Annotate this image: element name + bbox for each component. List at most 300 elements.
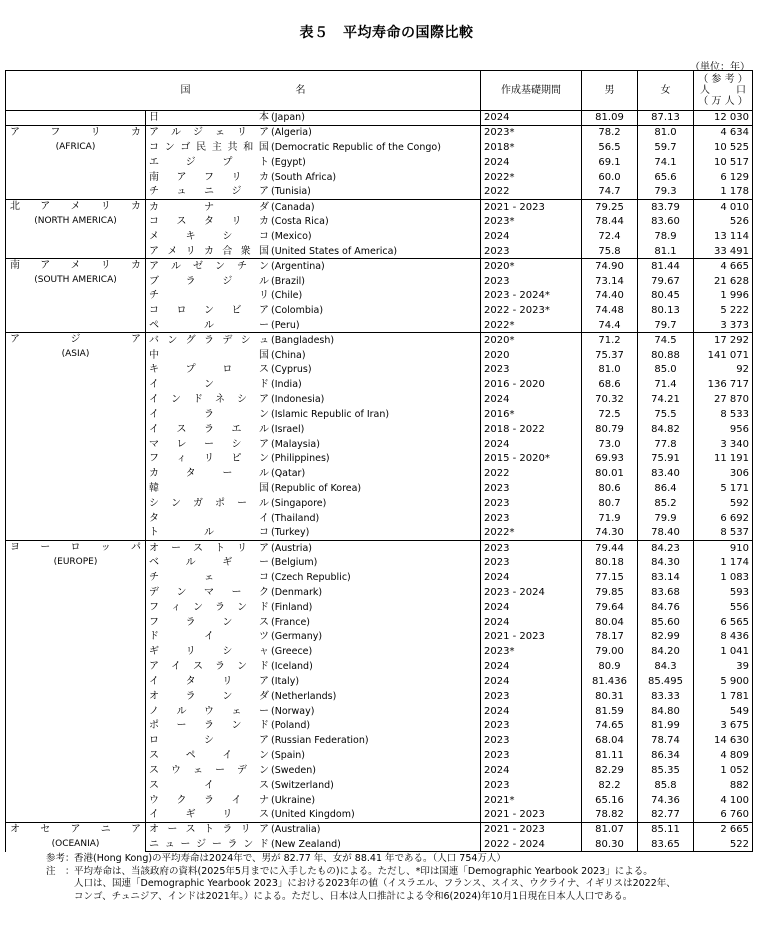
country-name-jp: コ ロ ン ビ ア xyxy=(149,305,269,317)
female-cell: 74.36 xyxy=(638,793,694,808)
female-cell: 78.74 xyxy=(638,733,694,748)
country-cell xyxy=(146,748,481,763)
country-cell xyxy=(146,303,481,318)
country-name-en: (Israel) xyxy=(271,423,305,435)
country-name-en: (Qatar) xyxy=(271,468,306,480)
country-cell xyxy=(146,496,481,511)
country-name-jp: オ ー ス ト ラ リ ア xyxy=(149,824,269,836)
header-female: 女 xyxy=(638,71,694,111)
country-name-en: (Egypt) xyxy=(271,156,306,168)
female-cell: 85.35 xyxy=(638,763,694,778)
country-cell xyxy=(146,422,481,437)
country-name-en: (Finland) xyxy=(271,601,313,613)
country-name-en: (Chile) xyxy=(271,290,303,302)
country-cell xyxy=(146,837,481,852)
note-3: コンゴ、チュニジア、インドは2021年。）による。ただし、日本は人口推計による令和6(2024)年10月1日現在日本人人口である。 xyxy=(74,890,633,902)
period-cell: 2020* xyxy=(481,259,582,274)
country-cell xyxy=(146,659,481,674)
country-name-en: (Poland) xyxy=(271,720,311,732)
country-name-en: (Peru) xyxy=(271,319,300,331)
population-cell: 549 xyxy=(694,704,753,719)
country-name-en: (Japan) xyxy=(271,112,305,124)
period-cell: 2021 - 2023 xyxy=(481,199,582,214)
period-cell: 2021 - 2023 xyxy=(481,629,582,644)
population-cell: 882 xyxy=(694,778,753,793)
population-cell: 3 675 xyxy=(694,718,753,733)
country-cell xyxy=(146,377,481,392)
period-cell: 2023 xyxy=(481,511,582,526)
region-name: 南 ア メ リ カ xyxy=(10,260,141,272)
country-name-jp: イ タ リ ア xyxy=(149,675,269,687)
country-name-jp: イ ラ ン xyxy=(149,408,269,420)
country-cell xyxy=(146,511,481,526)
population-cell: 8 533 xyxy=(694,407,753,422)
population-cell: 8 537 xyxy=(694,526,753,541)
country-name-en: (Brazil) xyxy=(271,275,305,287)
country-cell xyxy=(146,229,481,244)
header-name-char-1: 国 xyxy=(180,85,191,96)
table-row xyxy=(6,125,753,140)
country-name-jp: マ レ ー シ ア xyxy=(149,438,269,450)
region-name: ヨ ー ロ ッ パ xyxy=(10,542,141,554)
country-name-jp: 日 本 xyxy=(149,112,269,124)
country-cell xyxy=(146,704,481,719)
population-cell: 11 191 xyxy=(694,452,753,467)
period-cell: 2024 xyxy=(481,570,582,585)
population-cell: 17 292 xyxy=(694,333,753,348)
country-name-jp: ポ ー ラ ン ド xyxy=(149,720,269,732)
table-body xyxy=(6,111,753,852)
population-cell: 2 665 xyxy=(694,822,753,837)
page-title: 表５ 平均寿命の国際比較 xyxy=(299,25,474,41)
country-name-en: (South Africa) xyxy=(271,171,337,183)
unit-label: （単位：年） xyxy=(690,62,750,73)
period-cell: 2020 xyxy=(481,348,582,363)
period-cell: 2023 xyxy=(481,733,582,748)
country-cell xyxy=(146,778,481,793)
country-cell xyxy=(146,333,481,348)
period-cell: 2024 xyxy=(481,763,582,778)
table-row xyxy=(6,111,753,126)
period-cell: 2022 - 2023* xyxy=(481,303,582,318)
male-cell: 81.11 xyxy=(582,748,638,763)
country-cell xyxy=(146,555,481,570)
population-cell: 306 xyxy=(694,466,753,481)
country-name-jp: ト ル コ xyxy=(149,527,269,539)
country-name-jp: ロ シ ア xyxy=(149,735,269,747)
population-cell: 526 xyxy=(694,214,753,229)
country-name-jp: 中 国 xyxy=(149,349,269,361)
population-cell: 593 xyxy=(694,585,753,600)
population-cell: 522 xyxy=(694,837,753,852)
header-row xyxy=(6,71,753,111)
country-name-en: (Spain) xyxy=(271,750,305,762)
period-cell: 2024 xyxy=(481,674,582,689)
period-cell: 2023 xyxy=(481,718,582,733)
period-cell: 2024 xyxy=(481,437,582,452)
female-cell: 81.1 xyxy=(638,244,694,259)
population-cell: 1 178 xyxy=(694,185,753,200)
note-label: 注 ： xyxy=(46,865,75,877)
female-cell: 79.7 xyxy=(638,318,694,333)
female-cell: 80.88 xyxy=(638,348,694,363)
period-cell: 2023 xyxy=(481,778,582,793)
region-name-en: (EUROPE) xyxy=(53,557,98,568)
period-cell: 2022 xyxy=(481,466,582,481)
country-cell xyxy=(146,466,481,481)
population-cell: 1 996 xyxy=(694,288,753,303)
country-name-jp: メ キ シ コ xyxy=(149,231,269,243)
country-name-en: (Greece) xyxy=(271,646,313,658)
country-name-en: (Philippines) xyxy=(271,453,330,465)
period-cell: 2024 xyxy=(481,229,582,244)
female-cell: 74.5 xyxy=(638,333,694,348)
header-pop-char-2: 口 xyxy=(736,85,746,96)
male-cell: 80.31 xyxy=(582,689,638,704)
population-cell: 4 809 xyxy=(694,748,753,763)
male-cell: 60.0 xyxy=(582,170,638,185)
country-cell xyxy=(146,185,481,200)
region-cell xyxy=(6,259,146,333)
period-cell: 2022 xyxy=(481,185,582,200)
country-name-en: (Russian Federation) xyxy=(271,735,369,747)
country-name-jp: コ ス タ リ カ xyxy=(149,216,269,228)
female-cell: 86.4 xyxy=(638,481,694,496)
country-name-en: (Sweden) xyxy=(271,764,316,776)
male-cell: 73.14 xyxy=(582,274,638,289)
female-cell: 83.60 xyxy=(638,214,694,229)
population-cell: 1 052 xyxy=(694,763,753,778)
country-name-en: (Bangladesh) xyxy=(271,335,335,347)
population-cell: 956 xyxy=(694,422,753,437)
population-cell: 21 628 xyxy=(694,274,753,289)
country-name-jp: コ ン ゴ 民 主 共 和 国 xyxy=(149,142,269,154)
population-cell: 4 665 xyxy=(694,259,753,274)
period-cell: 2023* xyxy=(481,214,582,229)
female-cell: 85.2 xyxy=(638,496,694,511)
female-cell: 74.1 xyxy=(638,155,694,170)
male-cell: 79.00 xyxy=(582,644,638,659)
female-cell: 84.30 xyxy=(638,555,694,570)
population-cell: 10 517 xyxy=(694,155,753,170)
country-cell xyxy=(146,170,481,185)
country-cell xyxy=(146,793,481,808)
header-name-char-2: 名 xyxy=(295,85,306,96)
country-name-en: (Democratic Republic of the Congo) xyxy=(271,142,441,154)
country-name-jp: ア ル ゼ ン チ ン xyxy=(149,260,269,272)
header-population xyxy=(694,71,753,111)
population-cell: 13 114 xyxy=(694,229,753,244)
region-name-en: (SOUTH AMERICA) xyxy=(34,275,117,286)
female-cell: 78.9 xyxy=(638,229,694,244)
country-name-jp: イ ス ラ エ ル xyxy=(149,423,269,435)
country-name-en: (France) xyxy=(271,616,311,628)
country-cell xyxy=(146,348,481,363)
male-cell: 82.2 xyxy=(582,778,638,793)
population-cell: 6 565 xyxy=(694,615,753,630)
male-cell: 74.48 xyxy=(582,303,638,318)
country-cell xyxy=(146,259,481,274)
country-name-en: (Mexico) xyxy=(271,231,312,243)
country-name-jp: エ ジ プ ト xyxy=(149,156,269,168)
male-cell: 75.37 xyxy=(582,348,638,363)
male-cell: 68.04 xyxy=(582,733,638,748)
region-cell xyxy=(6,125,146,199)
male-cell: 74.40 xyxy=(582,288,638,303)
female-cell: 79.3 xyxy=(638,185,694,200)
period-cell: 2023* xyxy=(481,644,582,659)
country-name-jp: バ ン グ ラ デ シ ュ xyxy=(149,335,269,347)
country-cell xyxy=(146,452,481,467)
male-cell: 80.9 xyxy=(582,659,638,674)
country-cell xyxy=(146,807,481,822)
country-cell xyxy=(146,600,481,615)
country-name-en: (Germany) xyxy=(271,631,323,643)
country-name-en: (Norway) xyxy=(271,705,315,717)
country-name-en: (Turkey) xyxy=(271,527,310,539)
region-cell xyxy=(6,111,146,126)
male-cell: 56.5 xyxy=(582,140,638,155)
country-name-jp: チ ェ コ xyxy=(149,572,269,584)
male-cell: 77.15 xyxy=(582,570,638,585)
male-cell: 74.4 xyxy=(582,318,638,333)
male-cell: 72.4 xyxy=(582,229,638,244)
period-cell: 2023 - 2024* xyxy=(481,288,582,303)
female-cell: 83.33 xyxy=(638,689,694,704)
period-cell: 2018 - 2022 xyxy=(481,422,582,437)
population-cell: 14 630 xyxy=(694,733,753,748)
country-cell xyxy=(146,111,481,126)
country-name-en: (Malaysia) xyxy=(271,438,320,450)
country-name-en: (India) xyxy=(271,379,302,391)
country-name-jp: フ ィ リ ピ ン xyxy=(149,453,269,465)
male-cell: 78.17 xyxy=(582,629,638,644)
period-cell: 2023 xyxy=(481,541,582,556)
population-cell: 27 870 xyxy=(694,392,753,407)
country-name-jp: チ ュ ニ ジ ア xyxy=(149,186,269,198)
country-name-en: (Indonesia) xyxy=(271,394,325,406)
female-cell: 81.0 xyxy=(638,125,694,140)
ref-note: 香港(Hong Kong)の平均寿命は2024年で、男が 82.77 年、女が 88.41 年である。（人口 754万人） xyxy=(74,853,506,864)
female-cell: 84.3 xyxy=(638,659,694,674)
population-cell: 39 xyxy=(694,659,753,674)
population-cell: 1 041 xyxy=(694,644,753,659)
female-cell: 86.34 xyxy=(638,748,694,763)
period-cell: 2015 - 2020* xyxy=(481,452,582,467)
country-name-jp: イ ン ド xyxy=(149,379,269,391)
country-cell xyxy=(146,526,481,541)
female-cell: 80.45 xyxy=(638,288,694,303)
country-name-en: (Austria) xyxy=(271,542,312,554)
female-cell: 85.495 xyxy=(638,674,694,689)
male-cell: 80.6 xyxy=(582,481,638,496)
population-cell: 5 171 xyxy=(694,481,753,496)
table-row xyxy=(6,822,753,837)
male-cell: 80.18 xyxy=(582,555,638,570)
male-cell: 68.6 xyxy=(582,377,638,392)
male-cell: 75.8 xyxy=(582,244,638,259)
male-cell: 72.5 xyxy=(582,407,638,422)
population-cell: 12 030 xyxy=(694,111,753,126)
country-cell xyxy=(146,274,481,289)
country-cell xyxy=(146,407,481,422)
note-2: 人口は、国連「Demographic Yearbook 2023」における2023年の値（イスラエル、フランス、スイス、ウクライナ、イギリスは2022年、 xyxy=(74,878,676,889)
country-name-jp: オ ー ス ト リ ア xyxy=(149,542,269,554)
country-name-jp: シ ン ガ ポ ー ル xyxy=(149,497,269,509)
country-name-en: (China) xyxy=(271,349,306,361)
male-cell: 79.85 xyxy=(582,585,638,600)
female-cell: 83.68 xyxy=(638,585,694,600)
country-name-en: (Czech Republic) xyxy=(271,572,351,584)
country-name-en: (United States of America) xyxy=(271,245,398,257)
country-cell xyxy=(146,363,481,378)
country-name-jp: ア イ ス ラ ン ド xyxy=(149,661,269,673)
country-name-jp: イ ン ド ネ シ ア xyxy=(149,394,269,406)
female-cell: 79.9 xyxy=(638,511,694,526)
period-cell: 2023 xyxy=(481,363,582,378)
country-name-jp: 南 ア フ リ カ xyxy=(149,171,269,183)
country-name-jp: フ ィ ン ラ ン ド xyxy=(149,601,269,613)
header-country-name xyxy=(6,71,481,111)
male-cell: 78.82 xyxy=(582,807,638,822)
male-cell: 81.59 xyxy=(582,704,638,719)
country-cell xyxy=(146,318,481,333)
region-name-en: (NORTH AMERICA) xyxy=(34,215,117,226)
female-cell: 87.13 xyxy=(638,111,694,126)
country-name-en: (Ukraine) xyxy=(271,794,316,806)
male-cell: 78.44 xyxy=(582,214,638,229)
male-cell: 81.07 xyxy=(582,822,638,837)
country-name-en: (Algeria) xyxy=(271,127,312,139)
period-cell: 2023 xyxy=(481,244,582,259)
region-name: 北 ア メ リ カ xyxy=(10,200,141,212)
country-name-en: (Iceland) xyxy=(271,661,313,673)
country-name-jp: ノ ル ウ ェ ー xyxy=(149,705,269,717)
female-cell: 80.13 xyxy=(638,303,694,318)
region-name: オ セ ア ニ ア xyxy=(10,823,141,835)
population-cell: 592 xyxy=(694,496,753,511)
country-cell xyxy=(146,629,481,644)
country-name-en: (Costa Rica) xyxy=(271,216,329,228)
country-name-jp: ウ ク ラ イ ナ xyxy=(149,794,269,806)
country-name-en: (Switzerland) xyxy=(271,779,334,791)
female-cell: 78.40 xyxy=(638,526,694,541)
male-cell: 78.2 xyxy=(582,125,638,140)
region-cell xyxy=(6,822,146,852)
country-name-jp: デ ン マ ー ク xyxy=(149,586,269,598)
period-cell: 2024 xyxy=(481,704,582,719)
country-cell xyxy=(146,644,481,659)
female-cell: 85.0 xyxy=(638,363,694,378)
female-cell: 59.7 xyxy=(638,140,694,155)
female-cell: 83.79 xyxy=(638,199,694,214)
country-cell xyxy=(146,585,481,600)
country-name-jp: ベ ル ギ ー xyxy=(149,557,269,569)
population-cell: 10 525 xyxy=(694,140,753,155)
population-cell: 3 373 xyxy=(694,318,753,333)
country-name-jp: フ ラ ン ス xyxy=(149,616,269,628)
period-cell: 2021* xyxy=(481,793,582,808)
population-cell: 1 174 xyxy=(694,555,753,570)
population-cell: 6 129 xyxy=(694,170,753,185)
country-cell xyxy=(146,244,481,259)
country-name-en: (Cyprus) xyxy=(271,364,312,376)
period-cell: 2023* xyxy=(481,125,582,140)
country-name-jp: ギ リ シ ャ xyxy=(149,646,269,658)
country-name-jp: ア メ リ カ 合 衆 国 xyxy=(149,245,269,257)
male-cell: 79.25 xyxy=(582,199,638,214)
female-cell: 65.6 xyxy=(638,170,694,185)
period-cell: 2021 - 2023 xyxy=(481,807,582,822)
region-name-en: (ASIA) xyxy=(61,349,90,360)
female-cell: 82.99 xyxy=(638,629,694,644)
period-cell: 2023 - 2024 xyxy=(481,585,582,600)
country-name-en: (Canada) xyxy=(271,201,315,213)
female-cell: 84.82 xyxy=(638,422,694,437)
country-name-en: (Colombia) xyxy=(271,305,324,317)
female-cell: 85.11 xyxy=(638,822,694,837)
population-cell: 4 634 xyxy=(694,125,753,140)
period-cell: 2022* xyxy=(481,318,582,333)
country-name-jp: カ ナ ダ xyxy=(149,201,269,213)
country-cell xyxy=(146,674,481,689)
population-cell: 3 340 xyxy=(694,437,753,452)
country-name-jp: チ リ xyxy=(149,290,269,302)
country-cell xyxy=(146,155,481,170)
country-name-jp: ス ペ イ ン xyxy=(149,750,269,762)
period-cell: 2020* xyxy=(481,333,582,348)
population-cell: 8 436 xyxy=(694,629,753,644)
country-cell xyxy=(146,437,481,452)
male-cell: 79.64 xyxy=(582,600,638,615)
country-name-en: (Italy) xyxy=(271,675,300,687)
period-cell: 2021 - 2023 xyxy=(481,822,582,837)
male-cell: 74.65 xyxy=(582,718,638,733)
footnotes xyxy=(46,853,676,903)
male-cell: 69.93 xyxy=(582,452,638,467)
female-cell: 77.8 xyxy=(638,437,694,452)
country-cell xyxy=(146,733,481,748)
population-cell: 5 900 xyxy=(694,674,753,689)
country-name-jp: タ イ xyxy=(149,512,269,524)
female-cell: 75.91 xyxy=(638,452,694,467)
country-cell xyxy=(146,763,481,778)
header-pop-ref: （ 参 考 ） xyxy=(698,74,748,85)
period-cell: 2024 xyxy=(481,615,582,630)
period-cell: 2022* xyxy=(481,170,582,185)
country-name-jp: ニ ュ ー ジ ー ラ ン ド xyxy=(149,838,269,850)
female-cell: 83.14 xyxy=(638,570,694,585)
country-name-en: (Islamic Republic of Iran) xyxy=(271,408,390,420)
country-cell xyxy=(146,125,481,140)
country-name-jp: ブ ラ ジ ル xyxy=(149,275,269,287)
female-cell: 85.8 xyxy=(638,778,694,793)
female-cell: 84.76 xyxy=(638,600,694,615)
country-cell xyxy=(146,392,481,407)
country-cell xyxy=(146,199,481,214)
ref-label: 参考： xyxy=(46,853,75,864)
period-cell: 2016* xyxy=(481,407,582,422)
region-name: ア フ リ カ xyxy=(10,126,141,138)
country-name-jp: ド イ ツ xyxy=(149,631,269,643)
header-pop-char-1: 人 xyxy=(700,85,710,96)
population-cell: 5 222 xyxy=(694,303,753,318)
country-name-en: (Thailand) xyxy=(271,512,320,524)
male-cell: 81.09 xyxy=(582,111,638,126)
period-cell: 2024 xyxy=(481,600,582,615)
male-cell: 73.0 xyxy=(582,437,638,452)
male-cell: 80.30 xyxy=(582,837,638,852)
